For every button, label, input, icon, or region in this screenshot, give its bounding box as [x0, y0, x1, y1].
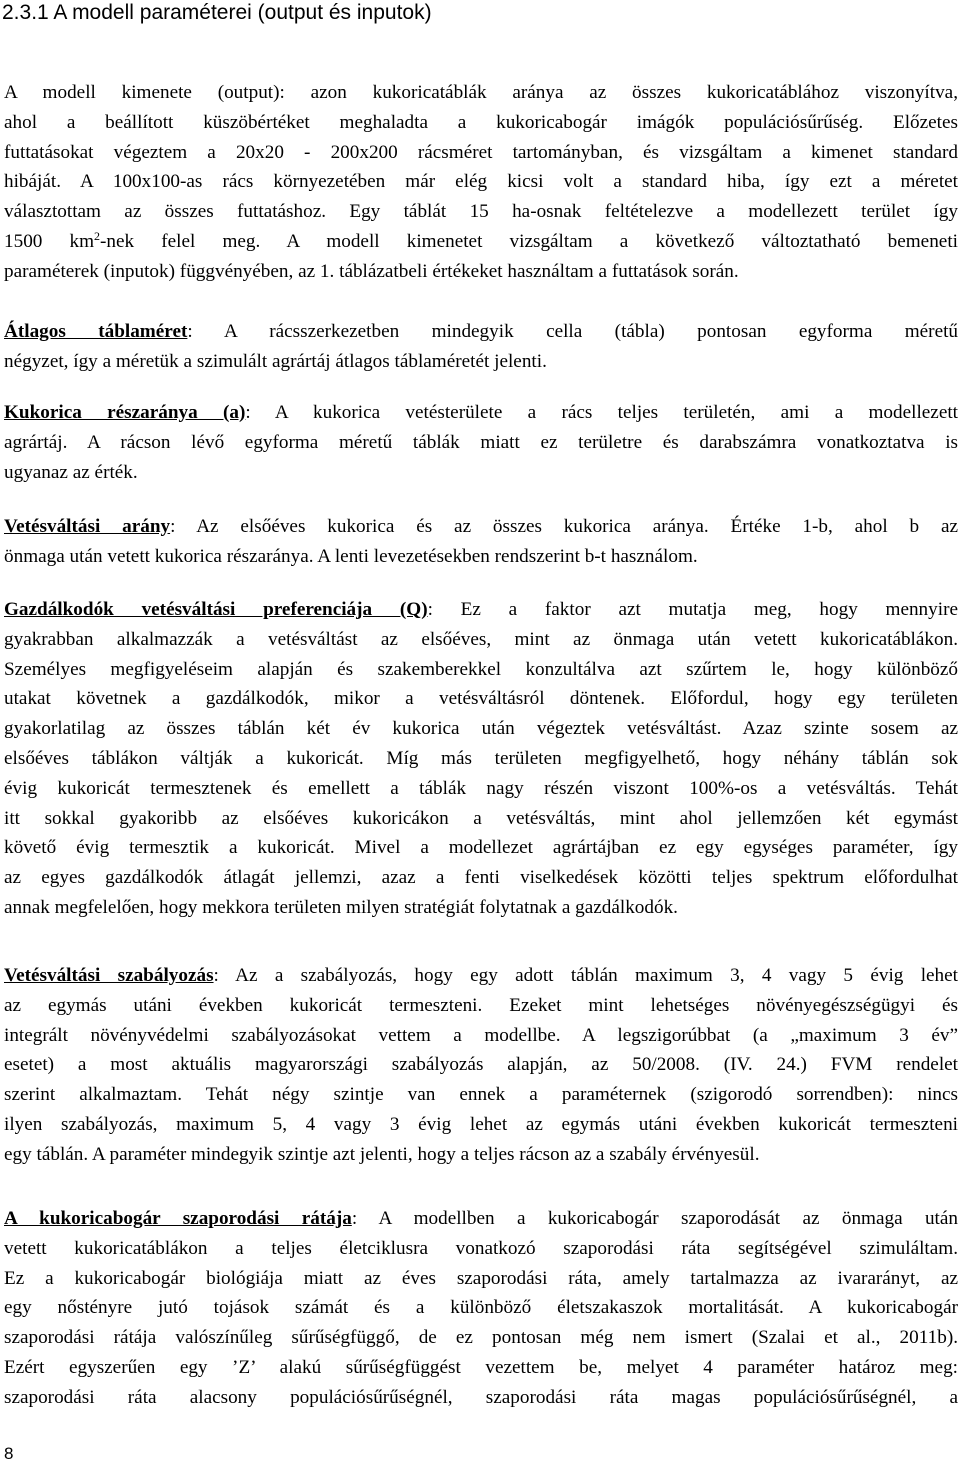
text-line: gyakorlatilag az összes táblán két év kukorica után végeztek vetésváltást. Azaz szinte sosem az	[4, 718, 958, 740]
param-text: : A kukorica vetésterülete a rács teljes területén, ami a modellezett	[245, 402, 958, 423]
text-line: szaporodási ráta alacsony populációsűrűségnél, szaporodási ráta magas populációsűrűségnél, a	[4, 1386, 958, 1408]
text-line: integrált növényvédelmi szabályozásokat vettem a modellbe. A legszigorúbbat (a „maximum 3 év”	[4, 1024, 958, 1046]
param-maize-proportion	[4, 398, 958, 487]
text-line: szaporodási rátája valószínűleg sűrűségfüggő, de ez pontosan még nem ismert (Szalai et al., 2011b).	[4, 1327, 958, 1349]
text-line: egy táblán. A paraméter mindegyik szintje azt jelenti, hogy a teljes rácson az a szabály érvényesül.	[4, 1143, 760, 1165]
param-text: : Az elsőéves kukorica és az összes kukorica aránya. Értéke 1-b, ahol b az	[170, 516, 958, 537]
text-line: vetett kukoricatáblákon a teljes életciklusra vonatkozó szaporodási ráta segítségével szimuláltam.	[4, 1237, 958, 1259]
text-line: választottam az összes futtatáshoz. Egy táblát 15 ha-osnak feltételezve a modellezett terület így	[4, 201, 958, 223]
text-line: Személyes megfigyeléseim alapján és szakemberekkel konzultálva azt szűrtem le, hogy különböző	[4, 658, 958, 680]
text-line: négyzet, így a méretük a szimulált agrártáj átlagos táblaméretét jelenti.	[4, 350, 547, 372]
text-line: követő évig termesztik a kukoricát. Mivel a modellezet agrártájban ez egy egységes paraméter, így	[4, 837, 958, 859]
text-line: Ez a kukoricabogár biológiája miatt az éves szaporodási ráta, amely tartalmazza az ivararányt, az	[4, 1267, 958, 1289]
param-text: : Az a szabályozás, hogy egy adott táblán maximum 3, 4 vagy 5 évig lehet	[213, 965, 958, 986]
text-line: egy nőstényre jutó tojások számát és a különböző életszakaszok mortalitását. A kukoricabogár	[4, 1297, 958, 1319]
param-reproduction-rate	[4, 1204, 958, 1413]
param-term: Gazdálkodók vetésváltási preferenciája (Q)	[4, 599, 428, 620]
param-term: Vetésváltási szabályozás	[4, 965, 214, 986]
text-line: az egyes gazdálkodók átlagát jellemzi, azaz a fenti viselkedések közötti teljes spektrum előfordulhat	[4, 867, 958, 889]
param-term: Átlagos táblaméret	[4, 321, 188, 342]
text-line: évig kukoricát termesztenek és emellett a táblák nagy részén viszont 100%-os a vetésváltás. Tehát	[4, 777, 958, 799]
text-line: ilyen szabályozás, maximum 5, 4 vagy 3 évig lehet az egymás utáni években kukoricát termeszteni	[4, 1113, 958, 1135]
text-line: agrártáj. A rácson lévő egyforma méretű táblák miatt ez területre és darabszámra vonatkoztatva is	[4, 431, 958, 453]
text-line: esetet) a most aktuális magyarországi szabályozás alapján, az 50/2008. (IV. 24.) FVM rendelet	[4, 1054, 958, 1076]
intro-paragraph	[4, 78, 958, 287]
text-line: gyakrabban alkalmazzák a vetésváltást az elsőéves, mint az önmaga után vetett kukoricatáblákon.	[4, 628, 958, 650]
area-value: 1500 km	[4, 230, 95, 252]
param-term: A kukoricabogár szaporodási rátája	[4, 1208, 352, 1229]
param-text: : Ez a faktor azt mutatja meg, hogy mennyire	[427, 599, 958, 620]
text-line: elsőéves táblákon váltják a kukoricát. Míg más területen megfigyelhető, hogy néhány táblán sok	[4, 747, 958, 769]
param-term: Vetésváltási arány	[4, 516, 171, 537]
text-line: szerint alkalmaztam. Tehát négy szintje van ennek a paraméternek (szigorodó sorrendben): nincs	[4, 1084, 958, 1106]
param-text: : A rácsszerkezetben mindegyik cella (tábla) pontosan egyforma méretű	[187, 321, 959, 342]
text-line: A modell kimenete (output): azon kukoricatáblák aránya az összes kukoricatáblához viszonyítva,	[4, 82, 958, 103]
text-line: utakat követnek a gazdálkodók, mikor a vetésváltásról döntenek. Előfordul, hogy egy területen	[4, 688, 958, 710]
text-line	[4, 595, 958, 625]
param-rotation-regulation	[4, 961, 958, 1170]
param-rotation-ratio	[4, 512, 958, 572]
text-line: paraméterek (inputok) függvényében, az 1. táblázatbeli értékeket használtam a futtatások során.	[4, 260, 739, 282]
param-term: Kukorica részaránya (a)	[4, 402, 246, 423]
text-line: itt sokkal gyakoribb az elsőéves kukoricákon a vetésváltás, mint ahol jellemzően két egymást	[4, 807, 958, 829]
text-line	[4, 227, 958, 257]
param-farmer-preference	[4, 595, 958, 923]
text-line	[4, 398, 958, 428]
area-exponent: 2	[94, 228, 101, 243]
text-line	[4, 1204, 958, 1234]
text-line-rest: -nek felel meg. A modell kimenetet vizsgáltam a következő változtatható bemeneti	[100, 230, 958, 252]
text-line: az egymás utáni években kukoricát termeszteni. Ezeket mint lehetséges növényegészségügyi és	[4, 994, 958, 1016]
text-line: annak megfelelően, hogy mekkora területen milyen stratégiát folytatnak a gazdálkodók.	[4, 896, 678, 918]
param-average-field-size	[4, 317, 958, 377]
text-line: futtatásokat végeztem a 20x20 - 200x200 rácsméret tartományban, és vizsgáltam a kimenet standard	[4, 141, 958, 163]
text-line: hibáját. A 100x100-as rács környezetében már elég kicsi volt a standard hiba, így ezt a méretet	[4, 171, 958, 193]
text-line: ahol a beállított küszöbértéket meghaladta a kukoricabogár imágók populációsűrűség. Előzetes	[4, 111, 958, 133]
text-line	[4, 512, 958, 542]
text-line	[4, 317, 958, 347]
text-line: ugyanaz az érték.	[4, 461, 138, 483]
page-number: 8	[4, 1444, 14, 1463]
section-heading: 2.3.1 A modell paraméterei (output és inputok)	[2, 1, 432, 24]
text-line: Ezért egyszerűen egy ’Z’ alakú sűrűségfüggést vezettem be, melyet 4 paraméter határoz meg:	[4, 1356, 958, 1378]
text-line	[4, 961, 958, 991]
text-line: önmaga után vetett kukorica részaránya. A lenti levezetésekben rendszerint b-t használom.	[4, 545, 698, 567]
param-text: : A modellben a kukoricabogár szaporodását az önmaga után	[351, 1208, 958, 1229]
